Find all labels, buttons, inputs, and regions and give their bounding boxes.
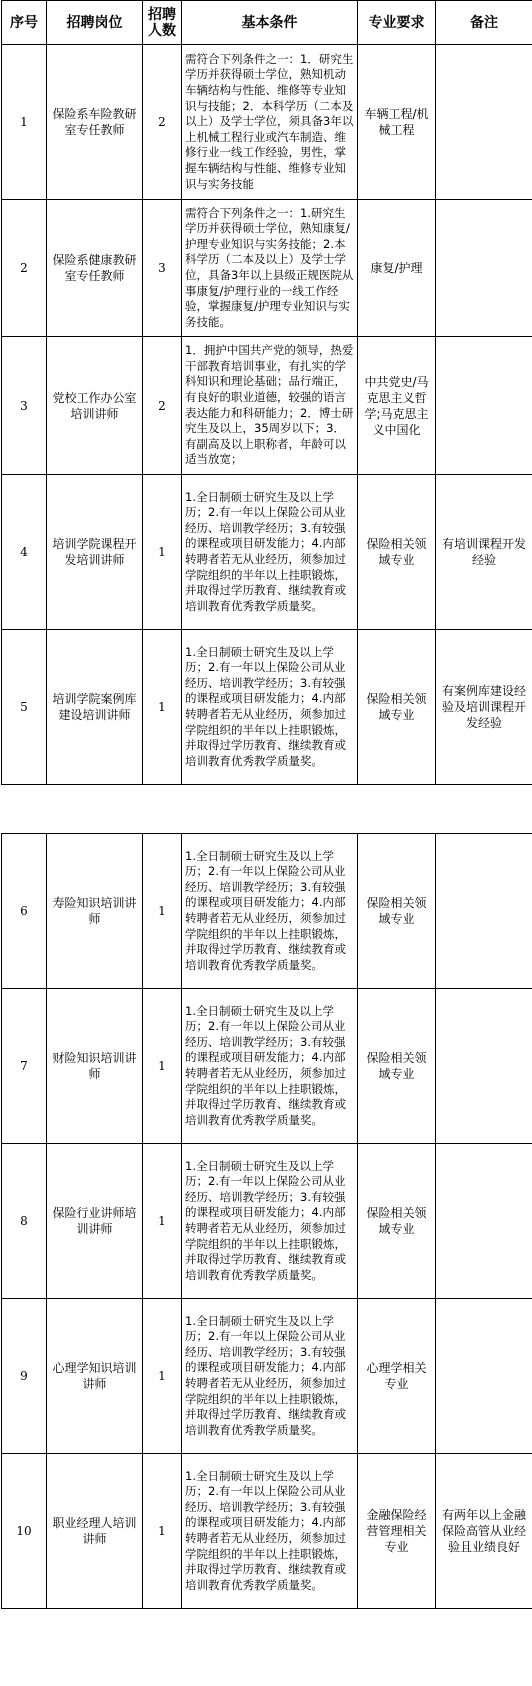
header-seq: 序号 (2, 1, 47, 45)
table-row (2, 834, 532, 989)
row-seq: 4 (2, 475, 47, 630)
row-major: 康复/护理 (358, 200, 436, 337)
row-major: 车辆工程/机械工程 (358, 45, 436, 200)
row-count: 1 (143, 1144, 182, 1299)
row-major: 保险相关领域专业 (358, 1144, 436, 1299)
row-count: 2 (143, 45, 182, 200)
header-count: 招聘人数 (143, 1, 182, 45)
row-count: 1 (143, 989, 182, 1144)
row-seq: 6 (2, 834, 47, 989)
table-header-row (2, 1, 532, 45)
row-major: 保险相关领域专业 (358, 475, 436, 630)
row-conditions: 1．拥护中国共产党的领导，热爱干部教育培训事业，有扎实的学科知识和理论基础；品行端正，有良好的职业道德，较强的语言表达能力和科研能力；2．博士研究生及以上，35周岁以下；3．有副高及以上职称者，年龄可以适当放宽； (182, 337, 358, 475)
row-remark (436, 1299, 532, 1454)
row-count: 1 (143, 475, 182, 630)
recruitment-table-part-2 (1, 833, 532, 1609)
row-conditions: 1.全日制硕士研究生及以上学历；2.有一年以上保险公司从业经历、培训教学经历；3.有较强的课程或项目研发能力；4.内部转聘者若无从业经历，须参加过学院组织的半年以上挂职锻炼，并取得过学历教育、继续教育或培训教育优秀教学质量奖。 (182, 475, 358, 630)
row-position: 保险系车险教研室专任教师 (47, 45, 143, 200)
table-row (2, 200, 532, 337)
row-remark: 有案例库建设经验及培训课程开发经验 (436, 630, 532, 785)
table-row (2, 45, 532, 200)
row-seq: 9 (2, 1299, 47, 1454)
table-row (2, 1454, 532, 1609)
row-conditions: 1.全日制硕士研究生及以上学历；2.有一年以上保险公司从业经历、培训教学经历；3.有较强的课程或项目研发能力；4.内部转聘者若无从业经历，须参加过学院组织的半年以上挂职锻炼，并取得过学历教育、继续教育或培训教育优秀教学质量奖。 (182, 1299, 358, 1454)
row-major: 金融保险经营管理相关专业 (358, 1454, 436, 1609)
row-remark (436, 1144, 532, 1299)
row-position: 党校工作办公室培训讲师 (47, 337, 143, 475)
row-conditions: 1.全日制硕士研究生及以上学历；2.有一年以上保险公司从业经历、培训教学经历；3.有较强的课程或项目研发能力；4.内部转聘者若无从业经历，须参加过学院组织的半年以上挂职锻炼，并取得过学历教育、继续教育或培训教育优秀教学质量奖。 (182, 630, 358, 785)
row-major: 中共党史/马克思主义哲学;马克思主义中国化 (358, 337, 436, 475)
row-position: 职业经理人培训讲师 (47, 1454, 143, 1609)
row-position: 培训学院课程开发培训讲师 (47, 475, 143, 630)
header-conditions: 基本条件 (182, 1, 358, 45)
row-conditions: 需符合下列条件之一：1.研究生学历并获得硕士学位，熟知康复/护理专业知识与实务技能；2.本科学历（二本及以上）及学士学位，具备3年以上县级正规医院从事康复/护理行业的一线工作经验，掌握康复/护理专业知识与实务技能。 (182, 200, 358, 337)
row-remark (436, 45, 532, 200)
row-remark (436, 989, 532, 1144)
row-seq: 3 (2, 337, 47, 475)
row-remark (436, 200, 532, 337)
table-row (2, 337, 532, 475)
table-row (2, 630, 532, 785)
row-position: 心理学知识培训讲师 (47, 1299, 143, 1454)
row-major: 保险相关领域专业 (358, 630, 436, 785)
row-count: 1 (143, 630, 182, 785)
row-seq: 7 (2, 989, 47, 1144)
row-count: 1 (143, 1299, 182, 1454)
header-position: 招聘岗位 (47, 1, 143, 45)
header-major: 专业要求 (358, 1, 436, 45)
row-seq: 10 (2, 1454, 47, 1609)
row-position: 保险行业讲师培训讲师 (47, 1144, 143, 1299)
row-count: 2 (143, 337, 182, 475)
row-seq: 8 (2, 1144, 47, 1299)
row-remark (436, 834, 532, 989)
row-count: 1 (143, 834, 182, 989)
row-remark: 有培训课程开发经验 (436, 475, 532, 630)
row-conditions: 1.全日制硕士研究生及以上学历；2.有一年以上保险公司从业经历、培训教学经历；3.有较强的课程或项目研发能力；4.内部转聘者若无从业经历，须参加过学院组织的半年以上挂职锻炼，并取得过学历教育、继续教育或培训教育优秀教学质量奖。 (182, 1454, 358, 1609)
header-remark: 备注 (436, 1, 532, 45)
row-major: 保险相关领域专业 (358, 834, 436, 989)
row-count: 1 (143, 1454, 182, 1609)
row-major: 心理学相关专业 (358, 1299, 436, 1454)
row-major: 保险相关领域专业 (358, 989, 436, 1144)
row-conditions: 需符合下列条件之一：1．研究生学历并获得硕士学位，熟知机动车辆结构与性能、维修等专业知识与技能；2．本科学历（二本及以上）及学士学位，须具备3年以上机械工程行业或汽车制造、维修行业一线工作经验，男性，掌握车辆结构与性能、维修专业知识与实务技能 (182, 45, 358, 200)
row-position: 保险系健康教研室专任教师 (47, 200, 143, 337)
row-position: 寿险知识培训讲师 (47, 834, 143, 989)
row-conditions: 1.全日制硕士研究生及以上学历；2.有一年以上保险公司从业经历、培训教学经历；3.有较强的课程或项目研发能力；4.内部转聘者若无从业经历，须参加过学院组织的半年以上挂职锻炼，并取得过学历教育、继续教育或培训教育优秀教学质量奖。 (182, 989, 358, 1144)
row-position: 财险知识培训讲师 (47, 989, 143, 1144)
row-count: 3 (143, 200, 182, 337)
table-row (2, 1299, 532, 1454)
row-conditions: 1.全日制硕士研究生及以上学历；2.有一年以上保险公司从业经历、培训教学经历；3.有较强的课程或项目研发能力；4.内部转聘者若无从业经历，须参加过学院组织的半年以上挂职锻炼，并取得过学历教育、继续教育或培训教育优秀教学质量奖。 (182, 1144, 358, 1299)
row-remark: 有两年以上金融保险高管从业经验且业绩良好 (436, 1454, 532, 1609)
table-row (2, 989, 532, 1144)
row-seq: 2 (2, 200, 47, 337)
row-seq: 5 (2, 630, 47, 785)
recruitment-table-part-1 (1, 0, 532, 785)
table-row (2, 1144, 532, 1299)
row-remark (436, 337, 532, 475)
table-row (2, 475, 532, 630)
row-position: 培训学院案例库建设培训讲师 (47, 630, 143, 785)
row-seq: 1 (2, 45, 47, 200)
page-break-gap (0, 822, 532, 832)
row-conditions: 1.全日制硕士研究生及以上学历；2.有一年以上保险公司从业经历、培训教学经历；3.有较强的课程或项目研发能力；4.内部转聘者若无从业经历，须参加过学院组织的半年以上挂职锻炼，并取得过学历教育、继续教育或培训教育优秀教学质量奖。 (182, 834, 358, 989)
